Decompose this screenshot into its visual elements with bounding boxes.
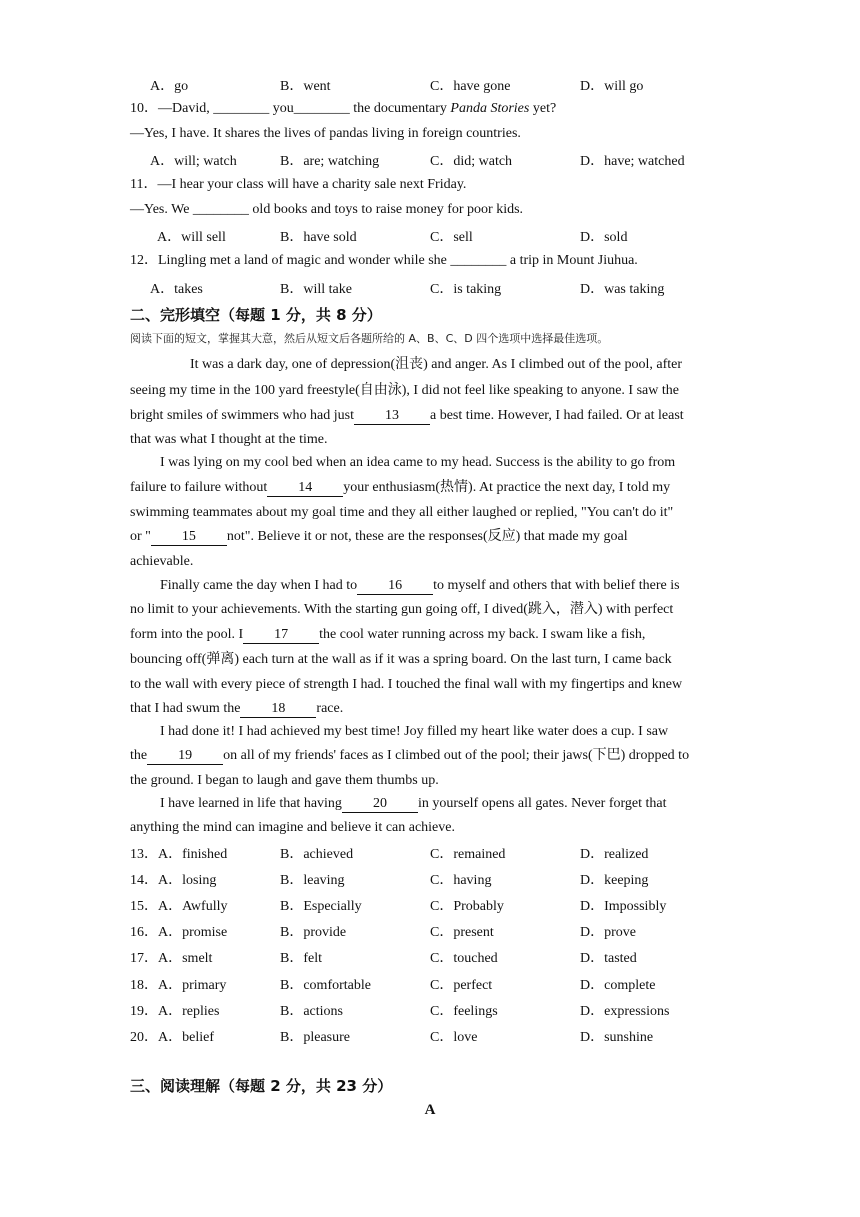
option-b: B．provide [280,925,347,940]
passage-line: I had done it! I had achieved my best time! Joy filled my heart like water does a cup. I saw [160,724,669,739]
q10-option-d: D．have; watched [580,154,685,169]
q11-option-d: D．sold [580,230,628,245]
option-b: B．achieved [280,847,354,862]
passage-a-label: A [424,1102,436,1118]
option-a: 19．A．replies [130,1004,220,1019]
passage-line: that was what I thought at the time. [130,432,328,447]
option-c: C．love [430,1030,478,1045]
section2-title: 二、完形填空（每题 1 分，共 8 分） [130,306,382,324]
option-d: D．prove [580,925,636,940]
q10-stem: 10．—David, ________ you________ the documentary Panda Stories yet? [130,101,557,116]
option-c: C．perfect [430,978,493,993]
q12-option-a: A．takes [150,282,203,297]
blank-18: 18 [240,701,316,718]
option-d: D．sunshine [580,1030,654,1045]
q12-option-d: D．was taking [580,282,665,297]
passage-line: bright smiles of swimmers who had just 13 a best time. However, I had failed. Or at least [130,408,684,423]
option-c: C．present [430,925,494,940]
passage-line: anything the mind can imagine and believe it can achieve. [130,820,455,835]
q9-option-c: C．have gone [430,79,511,94]
passage-line: achievable. [130,554,194,569]
passage-line: form into the pool. I 17 the cool water running across my back. I swam like a fish, [130,627,646,642]
option-a: 17．A．smelt [130,951,213,966]
option-b: B．leaving [280,873,345,888]
passage-line: seeing my time in the 100 yard freestyle(自由泳), I did not feel like speaking to anyone. I saw the [130,383,679,398]
q9-option-a: A．go [150,79,189,94]
option-c: C．having [430,873,492,888]
passage-line: no limit to your achievements. With the starting gun going off, I dived(跳入，潜入) with perfect [130,602,674,617]
passage-line: or " 15 not". Believe it or not, these are the responses(反应) that made my goal [130,529,628,544]
option-d: D．complete [580,978,656,993]
passage-line: It was a dark day, one of depression(沮丧) and anger. As I climbed out of the pool, after [190,357,683,372]
option-d: D．Impossibly [580,899,667,914]
option-a: 20．A．belief [130,1030,214,1045]
passage-line: I have learned in life that having 20 in yourself opens all gates. Never forget that [160,796,667,811]
q10-italic-title: Panda Stories [450,101,530,116]
option-c: C．touched [430,951,498,966]
q10-option-b: B．are; watching [280,154,380,169]
passage-line: the 19 on all of my friends' faces as I climbed out of the pool; their jaws(下巴) dropped to [130,748,690,763]
q10-reply: —Yes, I have. It shares the lives of pandas living in foreign countries. [130,126,521,141]
q10-option-a: A．will; watch [150,154,237,169]
option-b: B．actions [280,1004,343,1019]
blank-14: 14 [267,480,343,497]
passage-line: to the wall with every piece of strength I had. I touched the final wall with my fingertips and knew [130,677,683,692]
option-d: D．expressions [580,1004,670,1019]
passage-line: the ground. I began to laugh and gave them thumbs up. [130,773,439,788]
q11-reply: —Yes. We ________ old books and toys to raise money for poor kids. [130,202,524,217]
passage-line: failure to failure without 14 your enthusiasm(热情). At practice the next day, I told my [130,480,671,495]
section2-instruction: 阅读下面的短文，掌握其大意，然后从短文后各题所给的 A、B、C、D 四个选项中选择最佳选项。 [130,332,609,345]
q11-stem: 11．—I hear your class will have a charity sale next Friday. [130,177,467,192]
q12-option-c: C．is taking [430,282,502,297]
option-b: B．pleasure [280,1030,350,1045]
q9-option-b: B．went [280,79,331,94]
blank-20: 20 [342,796,418,813]
option-b: B．comfortable [280,978,371,993]
q12-option-b: B．will take [280,282,352,297]
blank-16: 16 [357,578,433,595]
q9-option-d: D．will go [580,79,644,94]
option-a: 14．A．losing [130,873,217,888]
option-c: C．Probably [430,899,504,914]
q11-option-c: C．sell [430,230,473,245]
option-a: 18．A．primary [130,978,227,993]
option-a: 16．A．promise [130,925,228,940]
option-d: D．keeping [580,873,649,888]
option-d: D．realized [580,847,649,862]
q12-stem: 12．Lingling met a land of magic and wonder while she ________ a trip in Mount Jiuhua. [130,253,638,268]
option-b: B．felt [280,951,322,966]
passage-line: I was lying on my cool bed when an idea came to my head. Success is the ability to go from [160,455,676,470]
passage-line: bouncing off(弹离) each turn at the wall as if it was a spring board. On the last turn, I came back [130,652,672,667]
q11-option-a: A．will sell [157,230,226,245]
option-a: 15．A．Awfully [130,899,228,914]
passage-line: that I had swum the 18 race. [130,701,344,716]
passage-line: swimming teammates about my goal time and they all either laughed or replied, "You can't do it" [130,505,674,520]
blank-17: 17 [243,627,319,644]
option-d: D．tasted [580,951,637,966]
passage-line: Finally came the day when I had to 16 to myself and others that with belief there is [160,578,680,593]
blank-19: 19 [147,748,223,765]
q11-option-b: B．have sold [280,230,357,245]
section3-title: 三、阅读理解（每题 2 分，共 23 分） [130,1077,393,1095]
blank-13: 13 [354,408,430,425]
option-c: C．feelings [430,1004,498,1019]
q10-option-c: C．did; watch [430,154,513,169]
blank-15: 15 [151,529,227,546]
option-a: 13．A．finished [130,847,228,862]
option-c: C．remained [430,847,506,862]
option-b: B．Especially [280,899,362,914]
